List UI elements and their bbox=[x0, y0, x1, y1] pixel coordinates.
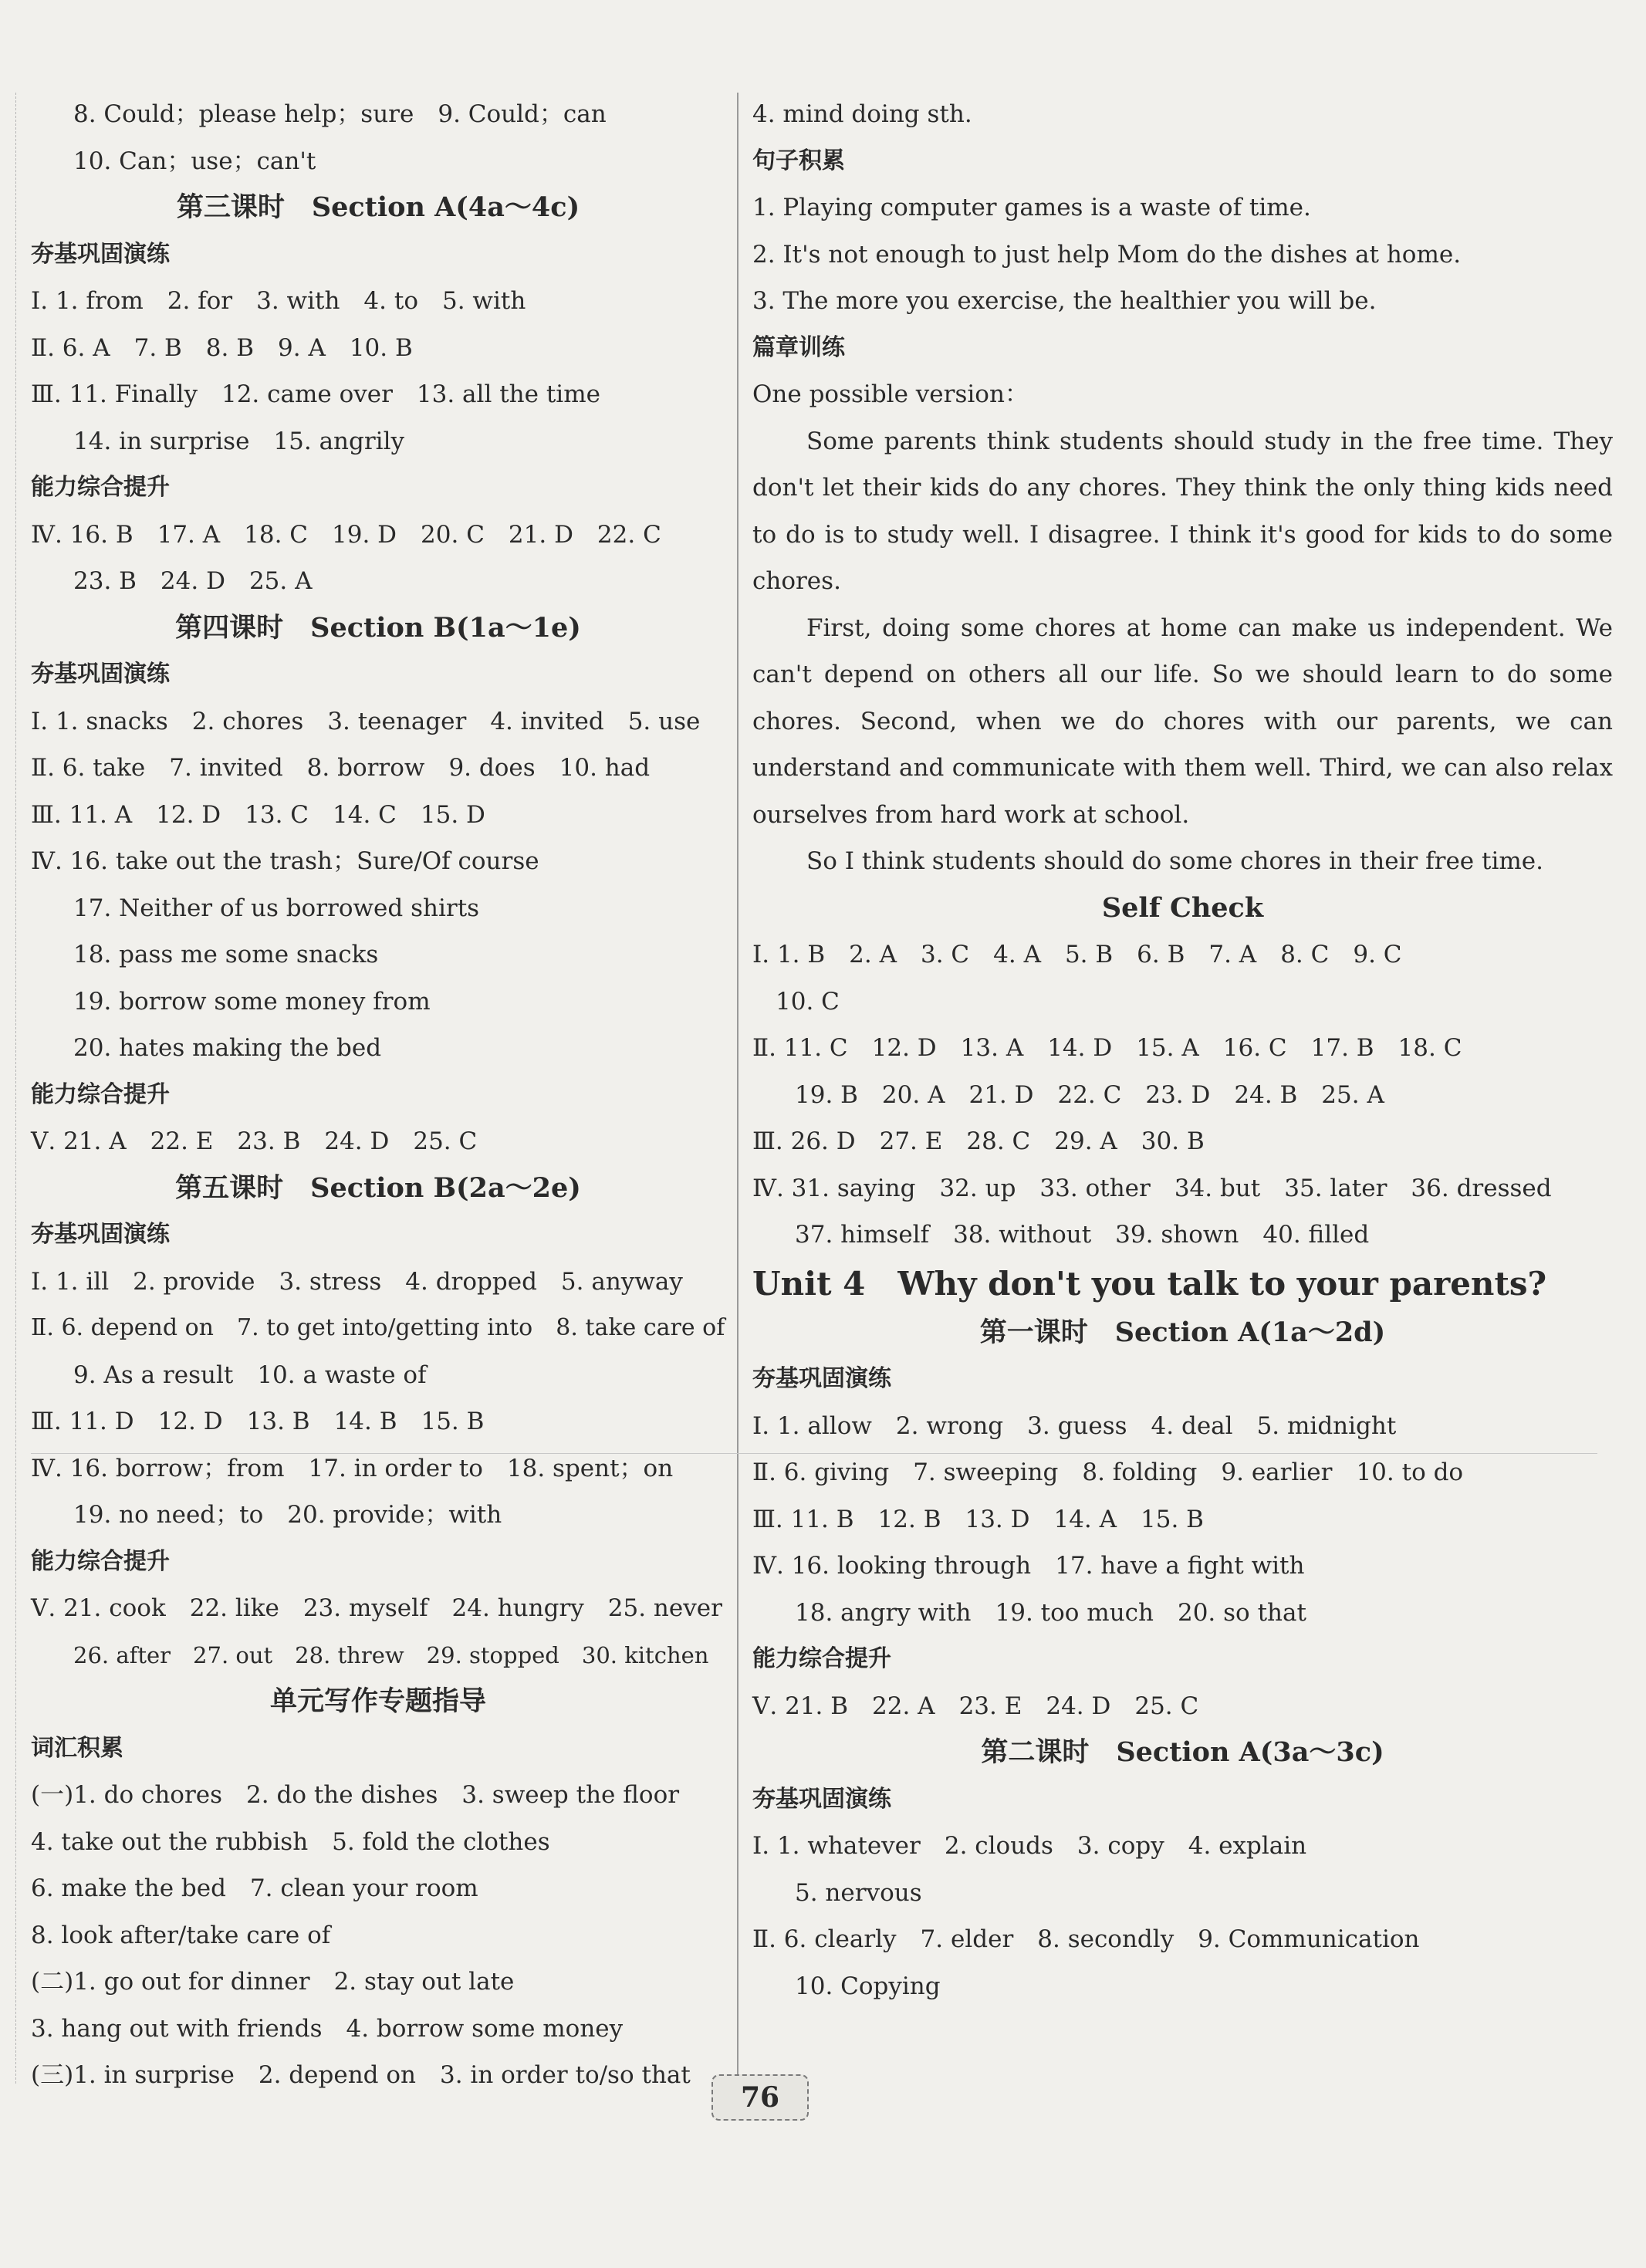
left-answer-line: 8. look after/take care of bbox=[31, 1921, 331, 1949]
left-answer-line: 6. make the bed 7. clean your room bbox=[31, 1874, 478, 1902]
unit4-answer-line: 10. Copying bbox=[795, 1972, 941, 2000]
unit4-section-heading: 夯基巩固演练 bbox=[752, 1785, 891, 1813]
left-answer-line: 19. borrow some money from bbox=[73, 987, 431, 1016]
unit4-section-heading: 能力综合提升 bbox=[752, 1645, 891, 1672]
left-answer-line: 19. no need；to 20. provide；with bbox=[73, 1501, 502, 1529]
unit4-answer-line: Ⅳ. 16. looking through 17. have a fight with bbox=[752, 1552, 1305, 1580]
left-column bbox=[31, 91, 725, 2099]
essay-paragraph: Some parents think students should study in the free time. They don't let their kids do any chores. They think the only thing kids need to do is to study well. I disagree. I think it's good for kids to do some chores. bbox=[752, 427, 1613, 595]
left-answer-line: 10. Can；use；can't bbox=[73, 147, 316, 175]
self-check-answers bbox=[752, 931, 1613, 1259]
page-number: 76 bbox=[711, 2074, 809, 2121]
left-answer-line: 9. As a result 10. a waste of bbox=[73, 1360, 427, 1389]
left-answer-line: (三)1. in surprise 2. depend on 3. in order to/so that bbox=[31, 2061, 691, 2089]
right-answer-line: 3. The more you exercise, the healthier you will be. bbox=[752, 287, 1377, 315]
self-check-answer-line: Ⅱ. 11. C 12. D 13. A 14. D 15. A 16. C 17. B 18. C bbox=[752, 1034, 1462, 1062]
self-check-title: Self Check bbox=[1101, 891, 1264, 924]
self-check-answer-line: 10. C bbox=[776, 987, 840, 1016]
sample-essay bbox=[752, 418, 1613, 885]
left-answer-line: Ⅱ. 6. A 7. B 8. B 9. A 10. B bbox=[31, 333, 413, 362]
unit4-answer-line: Ⅲ. 11. B 12. B 13. D 14. A 15. B bbox=[752, 1505, 1204, 1533]
left-lesson-title: 第五课时 Section B(2a～2e) bbox=[175, 1171, 581, 1204]
self-check-answer-line: Ⅳ. 31. saying 32. up 33. other 34. but 35. later 36. dressed bbox=[752, 1174, 1552, 1202]
left-answer-line: Ⅰ. 1. from 2. for 3. with 4. to 5. with bbox=[31, 287, 526, 315]
left-answer-line: 4. take out the rubbish 5. fold the clothes bbox=[31, 1827, 550, 1856]
left-answer-line: Ⅲ. 11. D 12. D 13. B 14. B 15. B bbox=[31, 1408, 485, 1435]
unit4-answer-line: 5. nervous bbox=[795, 1878, 922, 1907]
left-answer-line: Ⅰ. 1. snacks 2. chores 3. teenager 4. invited 5. use bbox=[31, 707, 701, 735]
essay-paragraph: So I think students should do some chores in their free time. bbox=[806, 847, 1543, 875]
unit4-answer-line: Ⅱ. 6. clearly 7. elder 8. secondly 9. Communication bbox=[752, 1925, 1420, 1953]
self-check-answer-line: 37. himself 38. without 39. shown 40. filled bbox=[795, 1221, 1370, 1249]
left-lesson-title: 单元写作专题指导 bbox=[269, 1685, 486, 1717]
essay-paragraph: First, doing some chores at home can make us independent. We can't depend on others all our life. So we should learn to do some chores. Second, when we do chores with our parents, we can understand and communicate with them well. Third, we can also relax ourselves from hard work at school. bbox=[752, 613, 1613, 829]
column-divider bbox=[737, 93, 739, 2084]
left-answer-line: 17. Neither of us borrowed shirts bbox=[73, 894, 480, 922]
left-answer-line: 18. pass me some snacks bbox=[73, 941, 379, 968]
left-answer-line: Ⅳ. 16. take out the trash；Sure/Of course bbox=[31, 847, 539, 875]
right-top-lines bbox=[752, 91, 1613, 418]
unit4-answer-line: 18. angry with 19. too much 20. so that bbox=[795, 1598, 1306, 1627]
right-section-heading: 篇章训练 bbox=[752, 333, 845, 361]
unit4-answer-line: Ⅴ. 21. B 22. A 23. E 24. D 25. C bbox=[752, 1692, 1199, 1720]
left-answer-line: Ⅰ. 1. ill 2. provide 3. stress 4. dropped 5. anyway bbox=[31, 1267, 683, 1296]
self-check-answer-line: Ⅰ. 1. B 2. A 3. C 4. A 5. B 6. B 7. A 8. C 9. C bbox=[752, 941, 1402, 968]
right-answer-line: 4. mind doing sth. bbox=[752, 100, 972, 128]
left-section-heading: 能力综合提升 bbox=[31, 1080, 170, 1108]
right-answer-line: 2. It's not enough to just help Mom do the dishes at home. bbox=[752, 240, 1462, 269]
left-section-heading: 能力综合提升 bbox=[31, 474, 170, 501]
unit4-answer-line: Ⅰ. 1. whatever 2. clouds 3. copy 4. explain bbox=[752, 1832, 1307, 1860]
unit4-answer-line: Ⅱ. 6. giving 7. sweeping 8. folding 9. earlier 10. to do bbox=[752, 1458, 1464, 1486]
self-check-answer-line: Ⅲ. 26. D 27. E 28. C 29. A 30. B bbox=[752, 1127, 1205, 1155]
unit-title: Unit 4 Why don't you talk to your parents? bbox=[752, 1264, 1547, 1303]
left-section-heading: 夯基巩固演练 bbox=[31, 1221, 170, 1248]
left-answer-line: Ⅲ. 11. A 12. D 13. C 14. C 15. D bbox=[31, 800, 485, 829]
left-answer-line: Ⅱ. 6. depend on 7. to get into/getting into 8. take care of bbox=[31, 1314, 725, 1341]
left-lesson-title: 第三课时 Section A(4a～4c) bbox=[176, 191, 580, 223]
unit4-answer-line: Ⅰ. 1. allow 2. wrong 3. guess 4. deal 5. midnight bbox=[752, 1411, 1397, 1440]
left-answer-line: Ⅲ. 11. Finally 12. came over 13. all the time bbox=[31, 380, 600, 408]
unit4-lesson-title: 第二课时 Section A(3a～3c) bbox=[981, 1736, 1384, 1768]
left-answer-line: Ⅱ. 6. take 7. invited 8. borrow 9. does 10. had bbox=[31, 754, 651, 782]
right-answer-line: One possible version： bbox=[752, 380, 1029, 408]
unit4-answers bbox=[752, 1310, 1613, 2010]
left-section-heading: 夯基巩固演练 bbox=[31, 240, 170, 268]
right-section-heading: 句子积累 bbox=[752, 147, 845, 174]
right-column bbox=[752, 91, 1613, 2009]
left-answer-line: 3. hang out with friends 4. borrow some money bbox=[31, 2014, 624, 2043]
left-answer-line: Ⅴ. 21. A 22. E 23. B 24. D 25. C bbox=[31, 1127, 478, 1155]
right-answer-line: 1. Playing computer games is a waste of time. bbox=[752, 194, 1311, 221]
left-answer-line: (二)1. go out for dinner 2. stay out late bbox=[31, 1968, 515, 1996]
left-answer-line: Ⅳ. 16. B 17. A 18. C 19. D 20. C 21. D 22. C bbox=[31, 520, 661, 549]
left-answer-line: (一)1. do chores 2. do the dishes 3. sweep the floor bbox=[31, 1781, 680, 1809]
left-section-heading: 词汇积累 bbox=[31, 1734, 123, 1762]
unit4-section-heading: 夯基巩固演练 bbox=[752, 1365, 891, 1392]
left-answer-line: 8. Could；please help；sure 9. Could；can bbox=[73, 100, 607, 128]
left-section-heading: 夯基巩固演练 bbox=[31, 661, 170, 688]
left-answer-line: Ⅴ. 21. cook 22. like 23. myself 24. hungry 25. never bbox=[31, 1594, 722, 1622]
left-answer-line: 20. hates making the bed bbox=[73, 1034, 382, 1062]
left-lesson-title: 第四课时 Section B(1a～1e) bbox=[175, 611, 581, 644]
left-answer-line: 26. after 27. out 28. threw 29. stopped 30. kitchen bbox=[73, 1641, 709, 1668]
left-answer-line: 14. in surprise 15. angrily bbox=[73, 427, 405, 455]
left-section-heading: 能力综合提升 bbox=[31, 1547, 170, 1575]
binding-edge bbox=[15, 93, 16, 2084]
self-check-answer-line: 19. B 20. A 21. D 22. C 23. D 24. B 25. A bbox=[795, 1080, 1384, 1109]
left-answer-line: 23. B 24. D 25. A bbox=[73, 567, 313, 595]
unit4-lesson-title: 第一课时 Section A(1a～2d) bbox=[979, 1316, 1386, 1348]
left-answer-line: Ⅳ. 16. borrow；from 17. in order to 18. spent；on bbox=[31, 1454, 674, 1482]
